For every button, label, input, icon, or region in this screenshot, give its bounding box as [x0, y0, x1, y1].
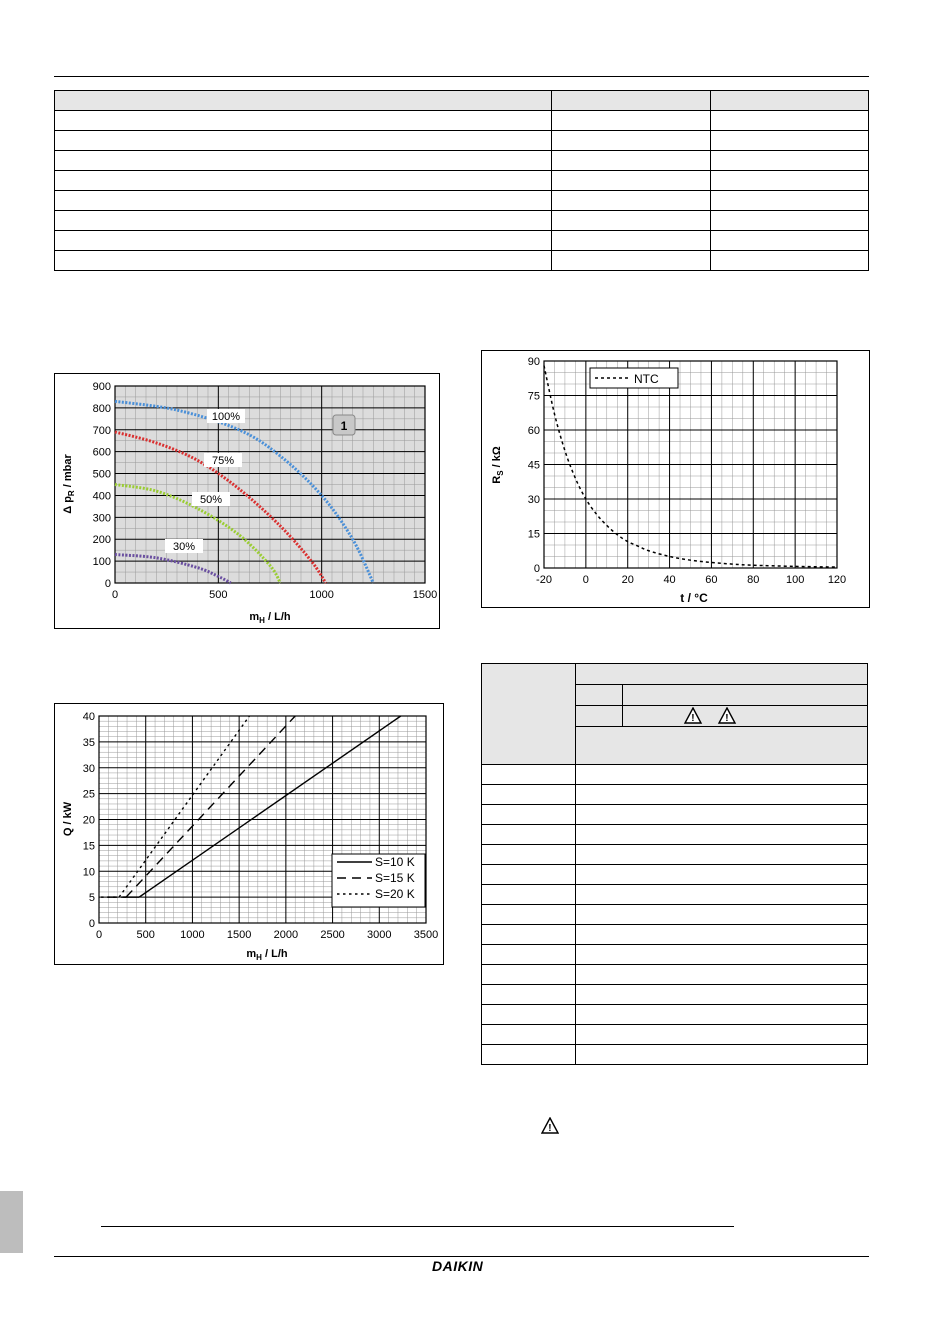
x-tick-label: 1000: [309, 589, 334, 601]
power-chart-svg: [55, 704, 445, 966]
y-tick-label: 60: [527, 425, 540, 437]
side-tab: [0, 1191, 23, 1253]
table-row: [55, 191, 869, 211]
table-row: [482, 965, 868, 985]
x-tick-label: 3000: [367, 929, 392, 941]
y-tick-label: 700: [92, 424, 111, 437]
x-tick-label: 3500: [413, 929, 439, 941]
x-tick-label: 500: [136, 929, 155, 941]
y-tick-label: 5: [88, 892, 95, 905]
y-tick-label: 15: [82, 840, 95, 853]
table-row: [55, 91, 869, 111]
legend-label: S=15 K: [375, 871, 415, 885]
table-row: [482, 865, 868, 885]
table-row: [55, 171, 869, 191]
table-row: [482, 985, 868, 1005]
y-tick-label: 0: [104, 578, 111, 590]
x-tick-label: 80: [747, 574, 760, 586]
y-tick-label: 900: [92, 381, 111, 393]
curve-label: 75%: [211, 455, 235, 467]
legend-label: NTC: [634, 372, 659, 386]
y-tick-label: 40: [82, 711, 95, 723]
y-tick-label: 75: [527, 390, 540, 403]
y-tick-label: 200: [92, 534, 111, 547]
x-tick-label: 60: [705, 574, 718, 586]
x-tick-label: -20: [536, 574, 552, 586]
table-row: [482, 945, 868, 965]
table-row: [482, 905, 868, 925]
pressure-chart-svg: [55, 374, 441, 630]
table-row: [55, 111, 869, 131]
table-row: [55, 211, 869, 231]
y-tick-label: 300: [92, 512, 111, 525]
y-tick-label: 30: [82, 762, 95, 775]
x-tick-label: 100: [785, 574, 805, 586]
table-row: [482, 925, 868, 945]
table-row: [482, 1025, 868, 1045]
table-row: [55, 231, 869, 251]
x-tick-label: 1000: [180, 929, 205, 941]
y-tick-label: 90: [527, 356, 540, 368]
warning-icon: [541, 1117, 559, 1134]
legend-label: S=10 K: [375, 855, 415, 869]
table-row: [482, 825, 868, 845]
x-tick-label: 1500: [226, 929, 252, 941]
warning-icon: [685, 708, 701, 724]
table-row: [482, 1045, 868, 1065]
svg-text:!: !: [548, 1123, 552, 1134]
x-axis-label: $m_H / L/h$: [246, 948, 288, 962]
footnote-rule: [101, 1226, 734, 1227]
y-tick-label: 400: [92, 490, 111, 503]
y-tick-label: 25: [82, 788, 95, 801]
y-axis-label: Δ $p_R$ / mbar: [62, 454, 76, 514]
warning-icons: [623, 707, 873, 725]
curve-label: 30%: [172, 541, 196, 553]
table-row: [482, 1005, 868, 1025]
y-axis-label: $R_S$ / kΩ: [491, 446, 505, 484]
header-rule: [54, 76, 869, 77]
y-tick-label: 600: [92, 446, 111, 459]
y-axis-label: Q / kW: [62, 801, 74, 837]
table-row: [55, 151, 869, 171]
table-row: [482, 765, 868, 785]
power-chart: [54, 703, 444, 965]
y-tick-label: 0: [533, 563, 540, 575]
table-row: [482, 785, 868, 805]
footer-rule: [54, 1256, 869, 1257]
y-tick-label: 100: [92, 556, 111, 569]
y-tick-label: 500: [92, 468, 111, 481]
curve-label: 100%: [211, 411, 241, 423]
x-tick-label: 2000: [273, 929, 299, 941]
marker-label: 1: [340, 419, 348, 433]
table-row: [55, 251, 869, 271]
y-tick-label: 30: [527, 494, 540, 506]
warning-icon: [719, 708, 735, 724]
table-row: [482, 845, 868, 865]
y-tick-label: 45: [527, 459, 540, 472]
y-tick-label: 800: [92, 402, 111, 415]
y-tick-label: 0: [88, 918, 95, 930]
table-row: [482, 805, 868, 825]
daikin-logo: DAIKIN: [432, 1258, 484, 1274]
x-tick-label: 1500: [412, 589, 438, 601]
svg-text:!: !: [691, 713, 695, 724]
spec-table-top: [54, 90, 869, 271]
x-tick-label: 0: [582, 574, 589, 586]
x-tick-label: 40: [663, 574, 676, 586]
ntc-chart: [481, 350, 870, 608]
spec-table-right: [481, 663, 868, 1065]
table-row: [482, 885, 868, 905]
y-tick-label: 20: [82, 814, 95, 827]
y-tick-label: 10: [82, 866, 95, 879]
ntc-chart-svg: [482, 351, 871, 609]
x-axis-label: $m_H / L/h$: [249, 611, 291, 625]
x-axis-label: t / °C: [680, 591, 708, 605]
legend-label: S=20 K: [375, 887, 415, 901]
x-tick-label: 20: [621, 574, 634, 586]
table-row: [482, 664, 868, 685]
x-tick-label: 0: [111, 589, 119, 601]
y-tick-label: 15: [527, 528, 540, 541]
svg-text:!: !: [725, 713, 729, 724]
x-tick-label: 500: [209, 589, 228, 601]
y-tick-label: 35: [82, 736, 95, 749]
x-tick-label: 2500: [320, 929, 345, 941]
x-tick-label: 0: [95, 929, 103, 941]
x-tick-label: 120: [827, 574, 847, 586]
pressure-chart: [54, 373, 440, 629]
curve-label: 50%: [199, 494, 223, 506]
table-row: [55, 131, 869, 151]
